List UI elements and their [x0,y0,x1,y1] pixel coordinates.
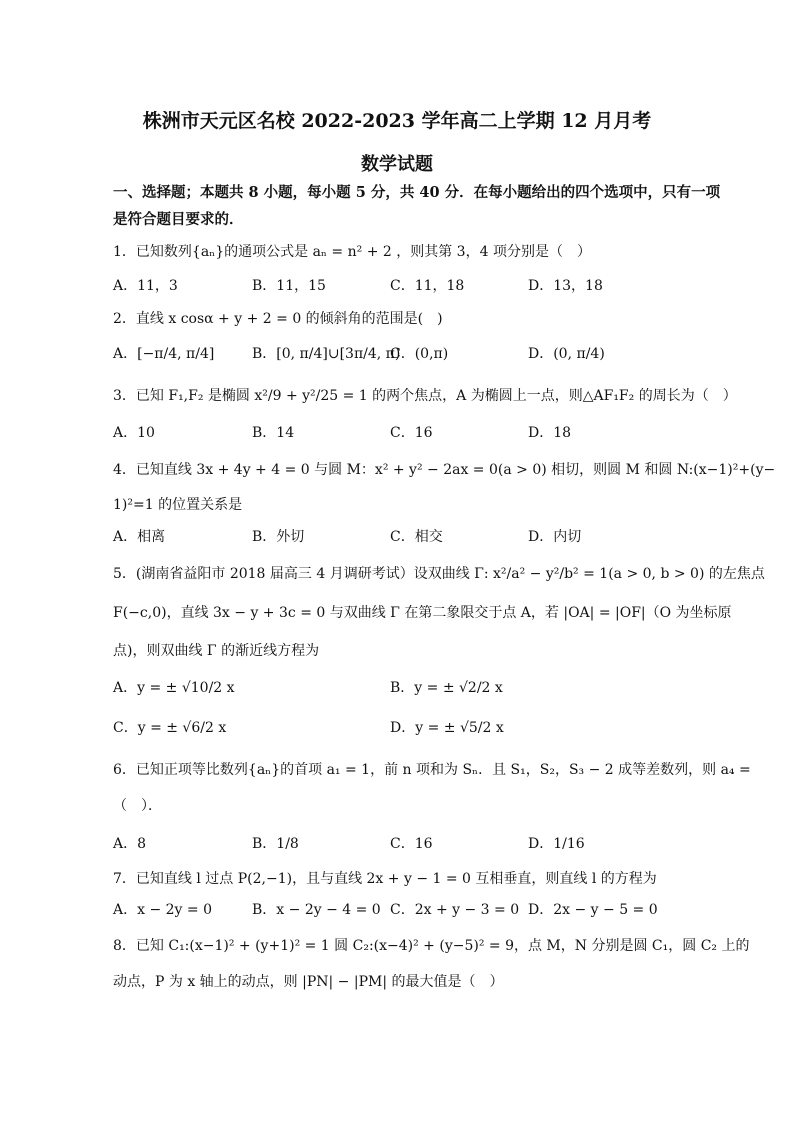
q7-option-d: D．2x − y − 5 = 0 [528,902,658,918]
question-7-stem: 7．已知直线 l 过点 P(2,−1)，且与直线 2x + y − 1 = 0 互相垂直，则直线 l 的方程为 [113,871,657,887]
q1-option-a: A．11，3 [113,278,178,294]
q5-option-b: B．y = ± √2/2 x [390,680,503,696]
q4-option-a: A．相离 [113,529,166,545]
q1-option-b: B．11，15 [252,278,326,294]
question-5-stem: 5．(湖南省益阳市 2018 届高三 4 月调研考试）设双曲线 Γ: x²/a² − y²/b² = 1(a > 0, b > 0) 的左焦点 [113,566,765,582]
question-4-stem: 4．已知直线 3x + 4y + 4 = 0 与圆 M：x² + y² − 2ax = 0(a > 0) 相切，则圆 M 和圆 N:(x−1)²+(y− [113,462,776,478]
question-6-stem: 6．已知正项等比数列{aₙ}的首项 a₁ = 1，前 n 项和为 Sₙ．且 S₁，S₂，S₃ − 2 成等差数列，则 a₄ = [113,762,751,778]
question-3-stem: 3．已知 F₁,F₂ 是椭圆 x²/9 + y²/25 = 1 的两个焦点，A 为椭圆上一点，则△AF₁F₂ 的周长为（ ） [113,388,737,404]
q2-option-c: C．(0,π) [390,346,449,362]
q2-option-a: A．[−π/4, π/4] [113,346,215,362]
q4-option-c: C．相交 [390,529,443,545]
question-8-stem-cont: 动点，P 为 x 轴上的动点，则 |PN| − |PM| 的最大值是（ ） [113,974,504,990]
q1-option-d: D．13，18 [528,278,603,294]
q6-option-a: A．8 [113,836,147,852]
q7-option-a: A．x − 2y = 0 [113,902,212,918]
q6-option-d: D．1/16 [528,836,585,852]
question-1-stem: 1．已知数列{aₙ}的通项公式是 aₙ = n² + 2 ，则其第 3，4 项分别是（ ） [113,244,591,260]
question-8-stem: 8．已知 C₁:(x−1)² + (y+1)² = 1 圆 C₂:(x−4)² + (y−5)² = 9，点 M，N 分别是圆 C₁，圆 C₂ 上的 [113,938,750,954]
q4-option-d: D．内切 [528,529,582,545]
section-heading: 一、选择题；本题共 8 小题，每小题 5 分，共 40 分．在每小题给出的四个选项中，只有一项 [113,184,721,201]
q3-option-a: A．10 [113,425,155,441]
question-5-stem-cont2: 点)，则双曲线 Γ 的渐近线方程为 [113,643,320,659]
q7-option-c: C．2x + y − 3 = 0 [390,902,520,918]
question-5-stem-cont1: F(−c,0)，直线 3x − y + 3c = 0 与双曲线 Γ 在第二象限交于点 A，若 |OA| = |OF|（O 为坐标原 [113,605,732,621]
q5-option-a: A．y = ± √10/2 x [113,680,235,696]
question-2-stem: 2．直线 x cosα + y + 2 = 0 的倾斜角的范围是( ) [113,311,443,327]
q3-option-d: D．18 [528,425,572,441]
question-6-stem-cont: （ ）． [113,798,162,814]
page-title: 株洲市天元区名校 2022-2023 学年高二上学期 12 月月考 [142,110,652,132]
q1-option-c: C．11，18 [390,278,465,294]
q2-option-b: B．[0, π/4]∪[3π/4, π) [252,346,401,362]
q3-option-c: C．16 [390,425,433,441]
page-subtitle: 数学试题 [361,154,433,175]
q2-option-d: D．(0, π/4) [528,346,605,362]
question-4-stem-cont: 1)²=1 的位置关系是 [113,497,243,513]
q6-option-b: B．1/8 [252,836,299,852]
q5-option-d: D．y = ± √5/2 x [390,720,504,736]
q5-option-c: C．y = ± √6/2 x [113,720,227,736]
q7-option-b: B．x − 2y − 4 = 0 [252,902,381,918]
q6-option-c: C．16 [390,836,433,852]
q3-option-b: B．14 [252,425,295,441]
section-heading-cont: 是符合题目要求的． [113,211,244,228]
q4-option-b: B．外切 [252,529,305,545]
